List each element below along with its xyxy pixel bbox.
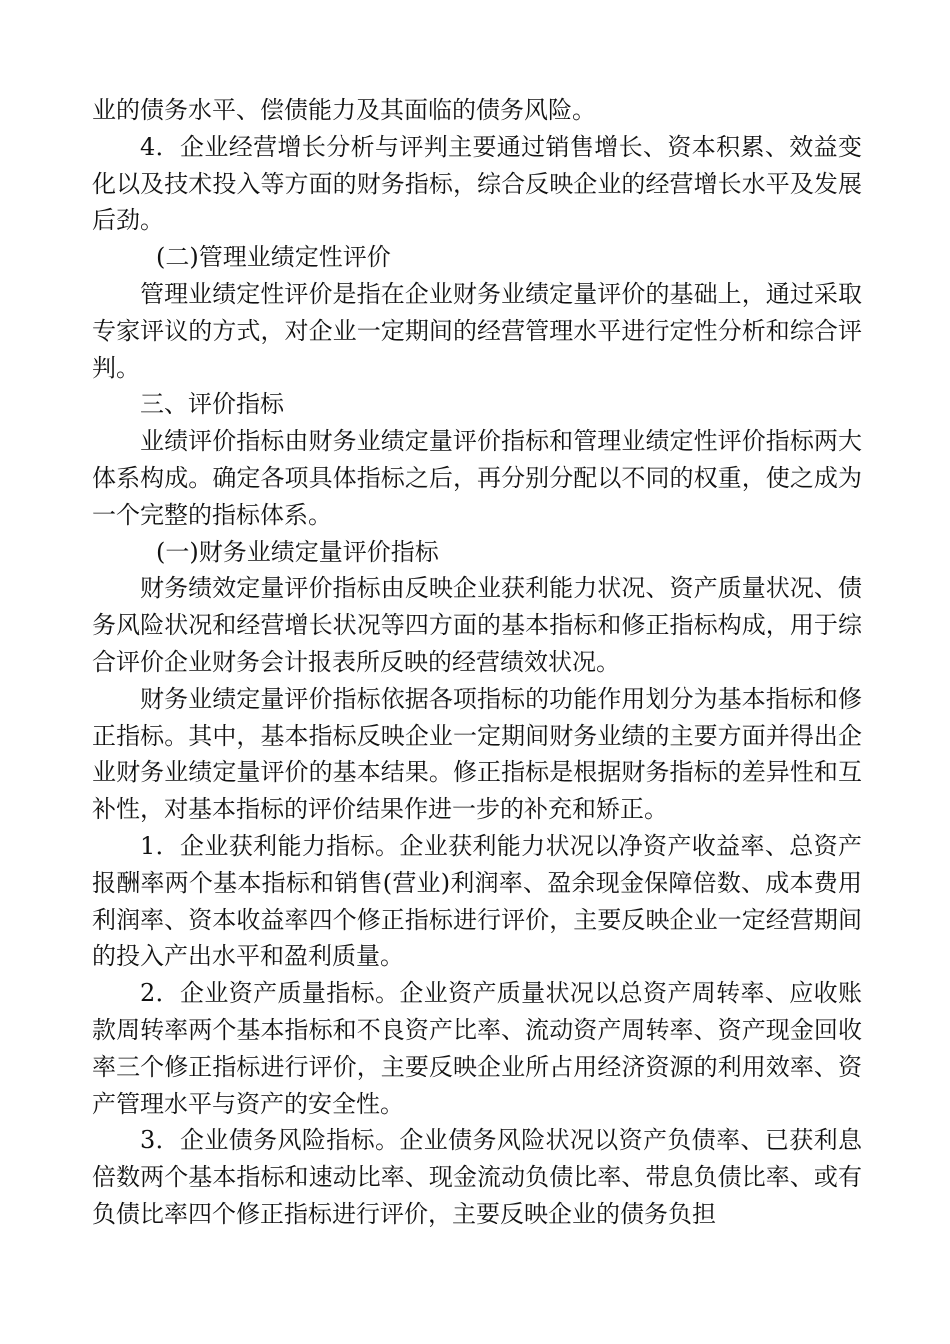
paragraph-debt-level-continuation: 业的债务水平、偿债能力及其面临的债务风险。 (92, 96, 596, 124)
paragraph-basic-and-modified: 财务业绩定量评价指标依据各项指标的功能作用划分为基本指标和修正指标。其中，基本指标反映企业一定期间财务业绩的主要方面并得出企业财务业绩定量评价的基本结果。修正指标是根据财务指标的差异性和互补性，对基本指标的评价结果作进一步的补充和矫正。 (92, 684, 862, 824)
subheading-management-qualitative: (二)管理业绩定性评价 (156, 243, 391, 272)
paragraph-growth-analysis: 4．企业经营增长分析与评判主要通过销售增长、资本积累、效益变化以及技术投入等方面的财务指标，综合反映企业的经营增长水平及发展后劲。 (92, 132, 862, 235)
paragraph-indicator-system: 业绩评价指标由财务业绩定量评价指标和管理业绩定性评价指标两大体系构成。确定各项具体指标之后，再分别分配以不同的权重，使之成为一个完整的指标体系。 (92, 427, 862, 529)
document-body (92, 92, 862, 1233)
paragraph-asset-quality: 2．企业资产质量指标。企业资产质量状况以总资产周转率、应收账款周转率两个基本指标和不良资产比率、流动资产周转率、资产现金回收率三个修正指标进行评价，主要反映企业所占用经济资源的利用效率、资产管理水平与资产的安全性。 (92, 979, 862, 1118)
subheading-financial-quantitative: (一)财务业绩定量评价指标 (156, 537, 439, 566)
heading-evaluation-indicators: 三、评价指标 (140, 390, 284, 419)
paragraph-profitability: 1．企业获利能力指标。企业获利能力状况以净资产收益率、总资产报酬率两个基本指标和销售(营业)利润率、盈余现金保障倍数、成本费用利润率、资本收益率四个修正指标进行评价，主要反映企业一定经营期间的投入产出水平和盈利质量。 (92, 831, 862, 971)
paragraph-financial-quantitative: 财务绩效定量评价指标由反映企业获利能力状况、资产质量状况、债务风险状况和经营增长状况等四方面的基本指标和修正指标构成，用于综合评价企业财务会计报表所反映的经营绩效状况。 (92, 574, 862, 676)
paragraph-management-qualitative: 管理业绩定性评价是指在企业财务业绩定量评价的基础上，通过采取专家评议的方式，对企业一定期间的经营管理水平进行定性分析和综合评判。 (92, 279, 862, 382)
paragraph-debt-risk: 3．企业债务风险指标。企业债务风险状况以资产负债率、已获利息倍数两个基本指标和速动比率、现金流动负债比率、带息负债比率、或有负债比率四个修正指标进行评价，主要反映企业的债务负担 (92, 1126, 862, 1228)
